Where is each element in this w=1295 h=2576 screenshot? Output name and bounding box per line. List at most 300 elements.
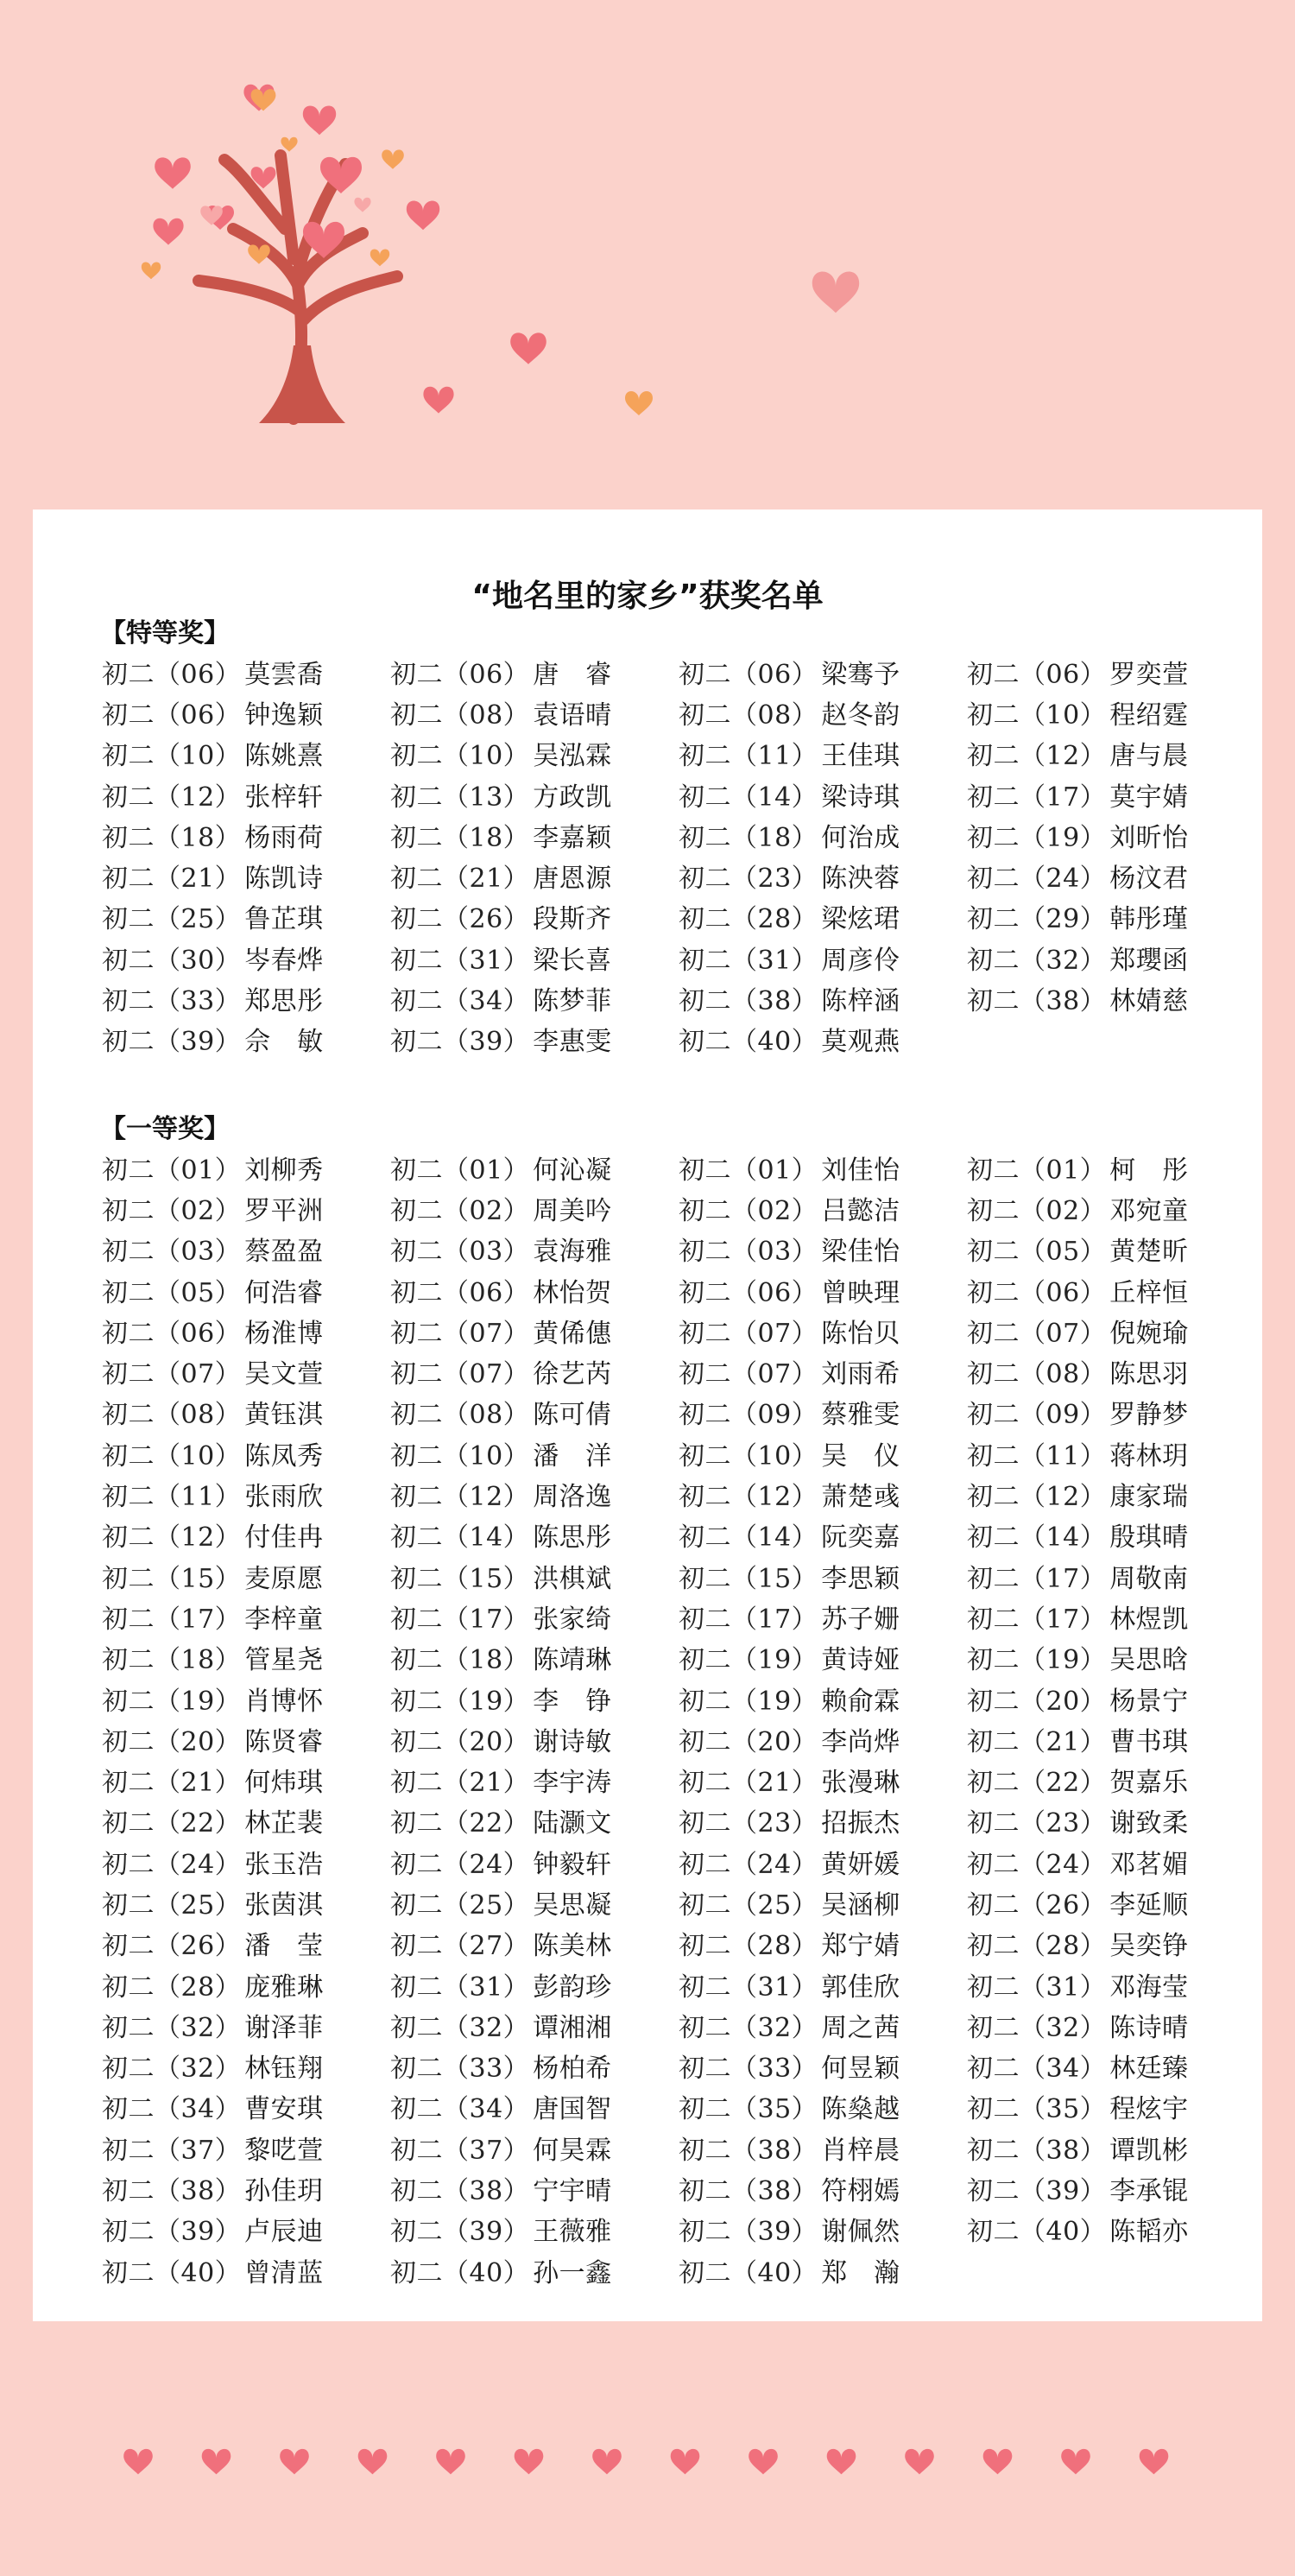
student-name: 陈思彤: [533, 1522, 612, 1554]
class-label: 初二（08）: [390, 699, 530, 731]
winner-entry: [679, 1147, 967, 1187]
winner-entry: [967, 1596, 1224, 1636]
class-label: 初二（21）: [102, 864, 242, 895]
winner-entry: [102, 855, 390, 896]
class-label: 初二（01）: [679, 1155, 818, 1186]
student-name: 陈美林: [533, 1931, 612, 1962]
student-name: 张梓轩: [244, 782, 324, 813]
class-label: 初二（13）: [390, 782, 530, 813]
class-label: 初二（32）: [679, 2012, 818, 2043]
student-name: 殷琪晴: [1109, 1522, 1189, 1554]
student-name: 罗平洲: [244, 1195, 324, 1226]
winner-entry: [967, 1433, 1224, 1473]
student-name: 唐恩源: [533, 864, 612, 895]
class-label: 初二（10）: [102, 741, 242, 772]
winner-entry: [679, 1718, 967, 1759]
winner-entry: [102, 1269, 390, 1310]
class-label: 初二（06）: [967, 659, 1107, 690]
student-name: 洪棋斌: [533, 1563, 612, 1594]
student-name: 黄俙僡: [533, 1318, 612, 1349]
winner-entry: [967, 1229, 1224, 1269]
class-label: 初二（02）: [679, 1195, 818, 1226]
class-label: 初二（10）: [679, 1440, 818, 1472]
class-label: 初二（39）: [102, 1027, 242, 1058]
winner-entry: [390, 1718, 679, 1759]
winner-entry: [102, 1637, 390, 1678]
special-prize-list: [102, 651, 1224, 1060]
winner-entry: [967, 937, 1224, 978]
winner-entry: [679, 1187, 967, 1228]
student-name: 何浩睿: [244, 1277, 324, 1308]
class-label: 初二（22）: [102, 1808, 242, 1839]
class-label: 初二（15）: [390, 1563, 530, 1594]
winner-entry: [967, 733, 1224, 774]
winner-entry: [679, 1923, 967, 1964]
winner-entry: [102, 814, 390, 855]
winner-entry: [390, 1473, 679, 1514]
winner-entry: [967, 855, 1224, 896]
student-name: 贺嘉乐: [1109, 1768, 1189, 1799]
class-label: 初二（25）: [102, 1889, 242, 1921]
winner-entry: [390, 855, 679, 896]
winner-entry: [102, 1964, 390, 2004]
winner-entry: [102, 937, 390, 978]
student-name: 袁语晴: [533, 699, 612, 731]
class-label: 初二（10）: [102, 1440, 242, 1472]
student-name: 孙佳玥: [244, 2176, 324, 2207]
winner-entry: [679, 1841, 967, 1882]
heart-icon: [1061, 2449, 1090, 2474]
class-label: 初二（02）: [967, 1195, 1107, 1226]
class-label: 初二（01）: [390, 1155, 530, 1186]
class-label: 初二（23）: [679, 864, 818, 895]
class-label: 初二（05）: [102, 1277, 242, 1308]
winner-entry: [679, 1433, 967, 1473]
student-name: 梁长喜: [533, 945, 612, 976]
footer-heart-row: [0, 2435, 1295, 2496]
student-name: 梁骞予: [821, 659, 900, 690]
student-name: 麦原愿: [244, 1563, 324, 1594]
student-name: 何治成: [821, 822, 900, 853]
class-label: 初二（19）: [102, 1686, 242, 1717]
winner-entry: [967, 1473, 1224, 1514]
class-label: 初二（01）: [967, 1155, 1107, 1186]
heart-icon: [1140, 2449, 1169, 2474]
class-label: 初二（11）: [102, 1482, 242, 1513]
class-label: 初二（21）: [679, 1768, 818, 1799]
class-label: 初二（07）: [967, 1318, 1107, 1349]
class-label: 初二（28）: [679, 904, 818, 935]
class-label: 初二（18）: [102, 822, 242, 853]
class-label: 初二（20）: [967, 1686, 1107, 1717]
student-name: 陈凯诗: [244, 864, 324, 895]
class-label: 初二（20）: [390, 1726, 530, 1757]
student-name: 郑 瀚: [821, 2257, 900, 2288]
student-name: 黄钰淇: [244, 1400, 324, 1431]
student-name: 方政凯: [533, 782, 612, 813]
winner-entry: [390, 1882, 679, 1922]
student-name: 潘 莹: [244, 1931, 324, 1962]
student-name: 肖梓晨: [821, 2135, 900, 2166]
winner-entry: [967, 1923, 1224, 1964]
winner-entry: [679, 2127, 967, 2168]
class-label: 初二（31）: [390, 945, 530, 976]
student-name: 梁炫珺: [821, 904, 900, 935]
class-label: 初二（03）: [679, 1237, 818, 1268]
student-name: 苏子姗: [821, 1604, 900, 1635]
student-name: 曾映理: [821, 1277, 900, 1308]
class-label: 初二（18）: [679, 822, 818, 853]
student-name: 陈贤睿: [244, 1726, 324, 1757]
winner-entry: [967, 774, 1224, 814]
class-label: 初二（24）: [967, 1849, 1107, 1880]
student-name: 唐 睿: [533, 659, 612, 690]
winner-entry: [102, 1555, 390, 1596]
class-label: 初二（11）: [967, 1440, 1107, 1472]
class-label: 初二（37）: [390, 2135, 530, 2166]
winner-entry: [390, 1229, 679, 1269]
class-label: 初二（32）: [102, 2012, 242, 2043]
class-label: 初二（08）: [102, 1400, 242, 1431]
document-title: “地名里的家乡”获奖名单: [471, 579, 824, 614]
student-name: 黎呓萱: [244, 2135, 324, 2166]
winner-entry: [967, 1841, 1224, 1882]
class-label: 初二（25）: [102, 904, 242, 935]
student-name: 王佳琪: [821, 741, 900, 772]
student-name: 萧楚彧: [821, 1482, 900, 1513]
class-label: 初二（40）: [679, 1027, 818, 1058]
winner-entry: [390, 1923, 679, 1964]
student-name: 邓宛童: [1109, 1195, 1189, 1226]
winner-entry: [102, 1019, 390, 1060]
class-label: 初二（06）: [679, 1277, 818, 1308]
class-label: 初二（39）: [102, 2217, 242, 2248]
winner-entry: [390, 896, 679, 937]
student-name: 林煜凯: [1109, 1604, 1189, 1635]
winner-entry: [390, 2004, 679, 2045]
winner-entry: [679, 1351, 967, 1391]
section-heading-first: 【一等奖】: [100, 1114, 230, 1144]
student-name: 符栩嫣: [821, 2176, 900, 2207]
class-label: 初二（21）: [967, 1726, 1107, 1757]
student-name: 赵冬韵: [821, 699, 900, 731]
class-label: 初二（20）: [679, 1726, 818, 1757]
winner-entry: [102, 2209, 390, 2250]
class-label: 初二（18）: [102, 1645, 242, 1676]
student-name: 彭韵珍: [533, 1972, 612, 2003]
class-label: 初二（24）: [390, 1849, 530, 1880]
class-label: 初二（38）: [679, 986, 818, 1017]
class-label: 初二（21）: [390, 864, 530, 895]
header-illustration: [0, 0, 1295, 510]
heart-icon: [592, 2449, 622, 2474]
student-name: 陈燊越: [821, 2094, 900, 2125]
heart-icon: [749, 2449, 778, 2474]
floating-hearts: [423, 271, 859, 415]
winner-entry: [679, 855, 967, 896]
class-label: 初二（17）: [967, 782, 1107, 813]
winner-entry: [679, 896, 967, 937]
student-name: 蔡雅雯: [821, 1400, 900, 1431]
class-label: 初二（35）: [679, 2094, 818, 2125]
class-label: 初二（35）: [967, 2094, 1107, 2125]
class-label: 初二（32）: [102, 2054, 242, 2085]
winner-entry: [390, 1678, 679, 1718]
winner-entry: [679, 1964, 967, 2004]
class-label: 初二（37）: [102, 2135, 242, 2166]
winner-entry: [390, 2168, 679, 2208]
class-label: 初二（38）: [967, 986, 1107, 1017]
winner-entry: [102, 1718, 390, 1759]
class-label: 初二（19）: [679, 1686, 818, 1717]
student-name: 曾清蓝: [244, 2257, 324, 2288]
student-name: 袁海雅: [533, 1237, 612, 1268]
class-label: 初二（07）: [679, 1359, 818, 1390]
class-label: 初二（19）: [390, 1686, 530, 1717]
student-name: 陈凤秀: [244, 1440, 324, 1472]
student-name: 张漫琳: [821, 1768, 900, 1799]
winner-entry: [679, 1801, 967, 1841]
winner-entry: [679, 1269, 967, 1310]
class-label: 初二（22）: [390, 1808, 530, 1839]
winner-entry: [102, 1433, 390, 1473]
student-name: 林廷臻: [1109, 2054, 1189, 2085]
winner-entry: [967, 1147, 1224, 1187]
winner-entry: [390, 814, 679, 855]
winner-entry: [679, 1678, 967, 1718]
student-name: 杨柏希: [533, 2054, 612, 2085]
class-label: 初二（34）: [390, 986, 530, 1017]
class-label: 初二（14）: [679, 782, 818, 813]
heart-icon: [827, 2449, 856, 2474]
winner-entry: [679, 774, 967, 814]
class-label: 初二（31）: [390, 1972, 530, 2003]
winner-entry: [967, 1515, 1224, 1555]
student-name: 陈梓涵: [821, 986, 900, 1017]
student-name: 何昊霖: [533, 2135, 612, 2166]
class-label: 初二（06）: [390, 1277, 530, 1308]
winner-entry: [679, 1515, 967, 1555]
class-label: 初二（38）: [679, 2176, 818, 2207]
student-name: 康家瑞: [1109, 1482, 1189, 1513]
student-name: 陈姚熹: [244, 741, 324, 772]
class-label: 初二（26）: [967, 1889, 1107, 1921]
winner-entry: [967, 2004, 1224, 2045]
class-label: 初二（33）: [679, 2054, 818, 2085]
winner-entry: [102, 1515, 390, 1555]
winner-entry: [390, 1310, 679, 1351]
winner-entry: [967, 814, 1224, 855]
student-name: 谢泽菲: [244, 2012, 324, 2043]
winner-entry: [967, 651, 1224, 692]
student-name: 李惠雯: [533, 1027, 612, 1058]
winner-entry: [102, 1473, 390, 1514]
winner-entry: [679, 814, 967, 855]
student-name: 刘昕怡: [1109, 822, 1189, 853]
student-name: 林钰翔: [244, 2054, 324, 2085]
class-label: 初二（06）: [967, 1277, 1107, 1308]
winner-entry: [967, 1351, 1224, 1391]
winner-entry: [679, 1637, 967, 1678]
class-label: 初二（24）: [967, 864, 1107, 895]
class-label: 初二（21）: [390, 1768, 530, 1799]
winner-entry: [390, 1392, 679, 1433]
class-label: 初二（12）: [102, 782, 242, 813]
student-name: 邓茗媚: [1109, 1849, 1189, 1880]
class-label: 初二（17）: [967, 1604, 1107, 1635]
student-name: 宁宇晴: [533, 2176, 612, 2207]
class-label: 初二（26）: [390, 904, 530, 935]
class-label: 初二（01）: [102, 1155, 242, 1186]
class-label: 初二（07）: [102, 1359, 242, 1390]
heart-icon: [358, 2449, 388, 2474]
winner-entry: [679, 2004, 967, 2045]
class-label: 初二（38）: [967, 2135, 1107, 2166]
winner-entry: [679, 1882, 967, 1922]
class-label: 初二（33）: [390, 2054, 530, 2085]
class-label: 初二（32）: [967, 2012, 1107, 2043]
student-name: 李 铮: [533, 1686, 612, 1717]
class-label: 初二（15）: [102, 1563, 242, 1594]
winner-entry: [390, 2127, 679, 2168]
student-name: 李嘉颖: [533, 822, 612, 853]
class-label: 初二（19）: [967, 822, 1107, 853]
class-label: 初二（29）: [967, 904, 1107, 935]
winner-entry: [102, 896, 390, 937]
student-name: 张茵淇: [244, 1889, 324, 1921]
heart-icon: [983, 2449, 1013, 2474]
student-name: 倪婉瑜: [1109, 1318, 1189, 1349]
student-name: 林婧慈: [1109, 986, 1189, 1017]
student-name: 吴思凝: [533, 1889, 612, 1921]
student-name: 刘佳怡: [821, 1155, 900, 1186]
class-label: 初二（14）: [679, 1522, 818, 1554]
student-name: 周美吟: [533, 1195, 612, 1226]
winner-entry: [102, 1882, 390, 1922]
student-name: 刘雨希: [821, 1359, 900, 1390]
student-name: 陈怡贝: [821, 1318, 900, 1349]
winner-entry: [102, 1759, 390, 1800]
student-name: 刘柳秀: [244, 1155, 324, 1186]
student-name: 曹安琪: [244, 2094, 324, 2125]
student-name: 庞雅琳: [244, 1972, 324, 2003]
winner-entry: [967, 2209, 1224, 2250]
student-name: 陈梦菲: [533, 986, 612, 1017]
class-label: 初二（02）: [102, 1195, 242, 1226]
student-name: 梁诗琪: [821, 782, 900, 813]
winner-entry: [102, 1596, 390, 1636]
winner-entry: [390, 1147, 679, 1187]
class-label: 初二（24）: [102, 1849, 242, 1880]
class-label: 初二（21）: [102, 1768, 242, 1799]
class-label: 初二（39）: [967, 2176, 1107, 2207]
class-label: 初二（31）: [967, 1972, 1107, 2003]
first-prize-list: [102, 1147, 1224, 2290]
class-label: 初二（17）: [967, 1563, 1107, 1594]
winner-entry: [102, 692, 390, 732]
class-label: 初二（12）: [967, 1482, 1107, 1513]
winner-entry: [679, 1759, 967, 1800]
winner-entry: [679, 1596, 967, 1636]
heart-icon: [515, 2449, 544, 2474]
winner-entry: [967, 1269, 1224, 1310]
student-name: 黄诗娅: [821, 1645, 900, 1676]
student-name: 谭湘湘: [533, 2012, 612, 2043]
winner-entry: [102, 1678, 390, 1718]
student-name: 何昱颖: [821, 2054, 900, 2085]
winner-entry: [679, 2086, 967, 2127]
student-name: 潘 洋: [533, 1440, 612, 1472]
class-label: 初二（25）: [390, 1889, 530, 1921]
heart-icon: [436, 2449, 465, 2474]
class-label: 初二（28）: [967, 1931, 1107, 1962]
winner-entry: [390, 2209, 679, 2250]
student-name: 邓海莹: [1109, 1972, 1189, 2003]
student-name: 黄妍媛: [821, 1849, 900, 1880]
winner-entry: [967, 1637, 1224, 1678]
student-name: 李思颖: [821, 1563, 900, 1594]
winner-entry: [102, 1229, 390, 1269]
winner-entry: [390, 2250, 679, 2290]
winner-entry: [102, 1841, 390, 1882]
class-label: 初二（31）: [679, 945, 818, 976]
winner-entry: [679, 2168, 967, 2208]
class-label: 初二（23）: [679, 1808, 818, 1839]
student-name: 招振杰: [821, 1808, 900, 1839]
student-name: 吴 仪: [821, 1440, 900, 1472]
student-name: 何沁凝: [533, 1155, 612, 1186]
winner-entry: [679, 978, 967, 1018]
winner-entry: [102, 2168, 390, 2208]
class-label: 初二（38）: [390, 2176, 530, 2207]
student-name: 唐与晨: [1109, 741, 1189, 772]
student-name: 谢致柔: [1109, 1808, 1189, 1839]
class-label: 初二（03）: [390, 1237, 530, 1268]
winner-entry: [390, 1841, 679, 1882]
student-name: 肖博怀: [244, 1686, 324, 1717]
winner-entry: [102, 2127, 390, 2168]
student-name: 唐国智: [533, 2094, 612, 2125]
winner-entry: [679, 2209, 967, 2250]
student-name: 陈诗晴: [1109, 2012, 1189, 2043]
class-label: 初二（05）: [967, 1237, 1107, 1268]
class-label: 初二（38）: [679, 2135, 818, 2166]
student-name: 徐艺芮: [533, 1359, 612, 1390]
student-name: 张玉浩: [244, 1849, 324, 1880]
winner-entry: [967, 1678, 1224, 1718]
class-label: 初二（40）: [967, 2217, 1107, 2248]
winner-entry: [679, 2046, 967, 2086]
class-label: 初二（31）: [679, 1972, 818, 2003]
winner-entry: [679, 1019, 967, 1060]
winner-entry: [390, 1801, 679, 1841]
class-label: 初二（14）: [390, 1522, 530, 1554]
student-name: 柯 彤: [1109, 1155, 1189, 1186]
class-label: 初二（25）: [679, 1889, 818, 1921]
student-name: 陈靖琳: [533, 1645, 612, 1676]
student-name: 付佳冉: [244, 1522, 324, 1554]
winner-entry: [390, 1019, 679, 1060]
class-label: 初二（17）: [102, 1604, 242, 1635]
class-label: 初二（06）: [679, 659, 818, 690]
student-name: 周洛逸: [533, 1482, 612, 1513]
winner-entry: [102, 2250, 390, 2290]
class-label: 初二（06）: [102, 659, 242, 690]
student-name: 谭凯彬: [1109, 2135, 1189, 2166]
winner-entry: [967, 1718, 1224, 1759]
student-name: 李梓童: [244, 1604, 324, 1635]
student-name: 梁佳怡: [821, 1237, 900, 1268]
